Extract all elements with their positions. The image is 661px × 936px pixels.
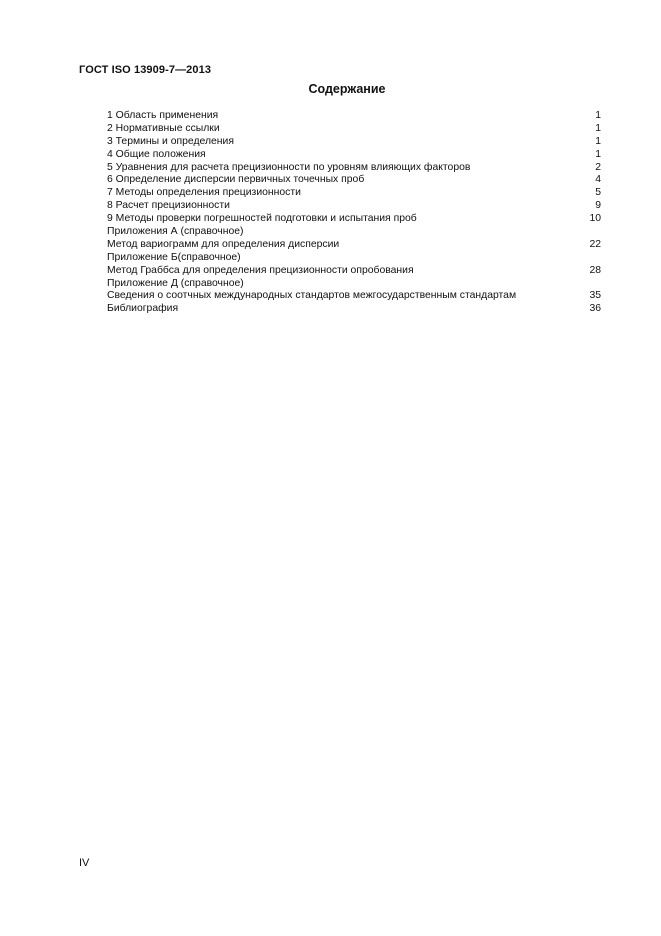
toc-entry	[107, 265, 601, 278]
toc-entry-page: 4	[595, 174, 601, 186]
toc-entry	[107, 162, 601, 175]
toc-entry	[107, 303, 601, 316]
toc-entry	[107, 252, 601, 265]
toc-entry-label: 9 Методы проверки погрешностей подготовки и испытания проб	[107, 213, 417, 225]
toc-entry-page: 1	[595, 122, 601, 134]
toc-entry-label: 7 Методы определения прецизионности	[107, 187, 301, 199]
toc-entry-label: 1 Область применения	[107, 110, 219, 121]
toc-title: Содержание	[308, 82, 386, 96]
toc-entry	[107, 200, 601, 213]
toc-entry-label: Метод Граббса для определения прецизионности опробования	[107, 264, 414, 276]
toc-entry-page: 22	[589, 238, 601, 250]
toc-entry-label: Метод вариограмм для определения дисперсии	[107, 238, 340, 250]
toc-entry-page: 9	[595, 200, 601, 212]
toc-list	[107, 110, 601, 316]
toc-entry-page: 5	[595, 187, 601, 199]
toc-entry-label: 8 Расчет прецизионности	[107, 200, 230, 212]
toc-entry	[107, 149, 601, 162]
toc-entry-label: Приложения А (справочное)	[107, 226, 244, 238]
toc-entry	[107, 213, 601, 226]
page-number: IV	[79, 857, 90, 869]
toc-entry-label: Приложение Д (справочное)	[107, 277, 244, 289]
toc-entry-page: 1	[595, 135, 601, 147]
toc-entry-label: 4 Общие положения	[107, 148, 206, 160]
toc-entry	[107, 123, 601, 136]
toc-entry-label: 6 Определение дисперсии первичных точечных проб	[107, 174, 365, 186]
toc-entry	[107, 110, 601, 123]
toc-entry-page: 1	[595, 148, 601, 160]
toc-entry-label: Приложение Б(справочное)	[107, 251, 241, 263]
toc-entry-label: 3 Термины и определения	[107, 135, 234, 147]
toc-entry-label: 5 Уравнения для расчета прецизионности по уровням влияющих факторов	[107, 161, 471, 173]
toc-entry	[107, 174, 601, 187]
toc-entry	[107, 226, 601, 239]
toc-entry-label: Библиография	[107, 303, 179, 315]
toc-entry-label: 2 Нормативные ссылки	[107, 122, 220, 134]
toc-entry	[107, 239, 601, 252]
toc-entry	[107, 136, 601, 149]
toc-entry-page: 35	[589, 290, 601, 302]
toc-entry-page: 36	[589, 303, 601, 315]
toc-entry	[107, 187, 601, 200]
toc-entry	[107, 290, 601, 303]
toc-entry-label: Сведения о соотчных международных стандартов межгосударственным стандартам	[107, 290, 517, 302]
toc-entry-page: 1	[595, 110, 601, 121]
toc-entry	[107, 278, 601, 291]
toc-entry-page: 2	[595, 161, 601, 173]
toc-entry-page: 10	[589, 213, 601, 225]
toc-entry-page: 28	[589, 264, 601, 276]
doc-code: ГОСТ ISO 13909-7—2013	[79, 64, 212, 76]
